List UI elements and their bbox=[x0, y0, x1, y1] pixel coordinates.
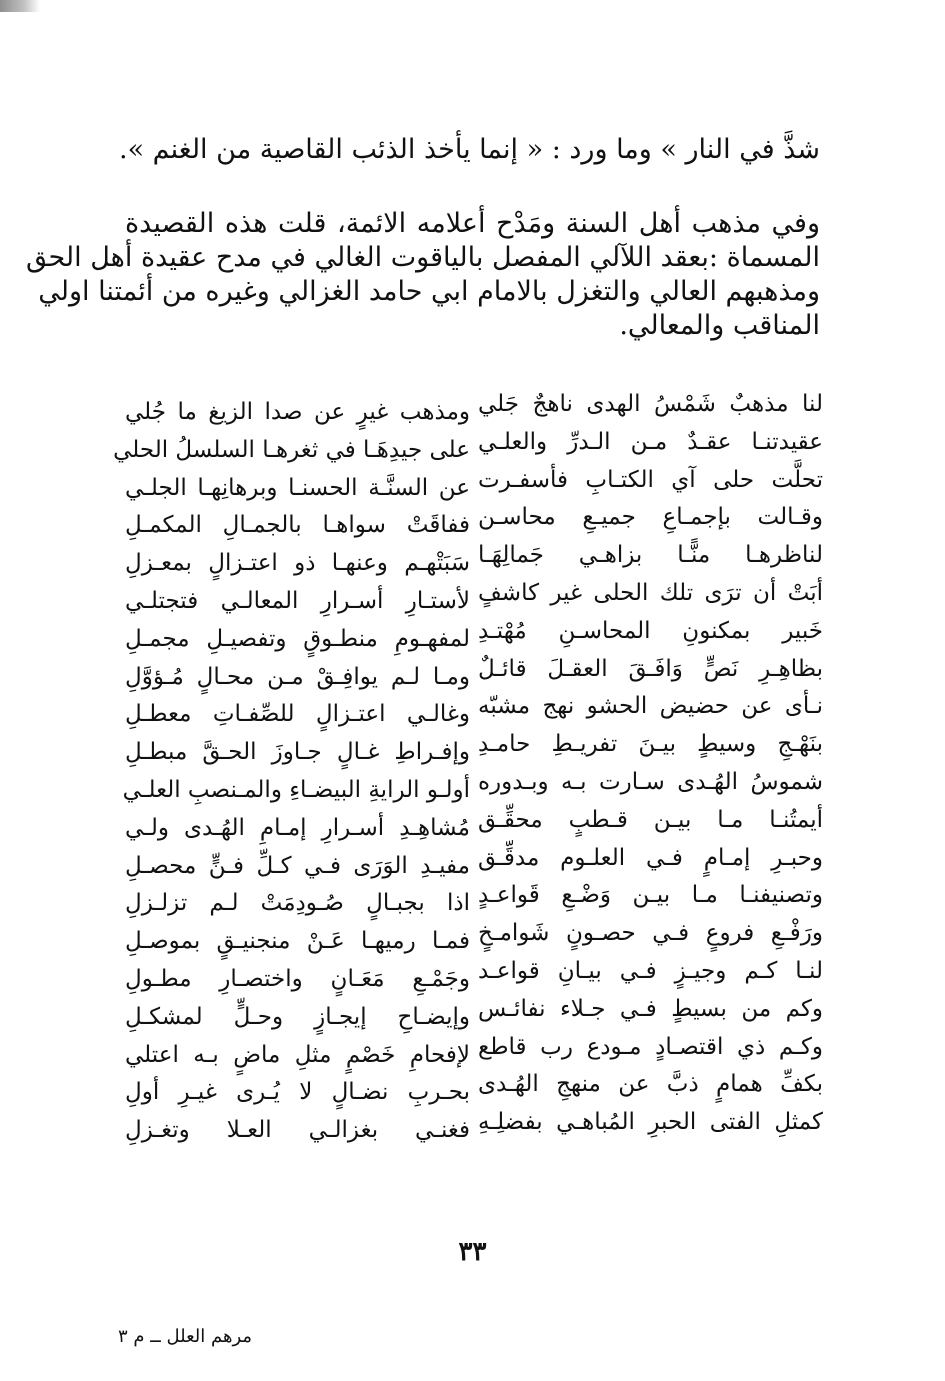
verse-second-half: ففاقَتْ سواهـا بالجمـالِ المكمـلِ bbox=[125, 512, 470, 539]
verse-second-half: بحـربِ نضـالٍ لا يُـرى غيـرِ أولِ bbox=[125, 1079, 470, 1106]
poem-left-column bbox=[113, 394, 470, 1150]
verse-second-half: ومـا لـم يوافِـقْ مـن محـالٍ مُـؤوَّلِ bbox=[125, 663, 470, 690]
verse-first-half: بنَهْـجِ وسيطٍ بيـنَ تفريـطِ حامـدِ bbox=[478, 731, 823, 758]
verse-second-half: فمـا رميهـا عَـنْ منجنيـقٍ بموصـلِ bbox=[125, 928, 470, 955]
verse-second-half: سَبَتْهـم وعنهـا ذو اعتـزالٍ بمعـزلِ bbox=[125, 550, 470, 577]
verse-first-half: أبَتْ أن ترَى تلك الحلى غير كاشفٍ bbox=[478, 579, 823, 606]
verse-second-half: وإفـراطِ غـالٍ جـاوزَ الحـقَّ مبطـلِ bbox=[125, 739, 470, 766]
verse-first-half: لنـا كـم وجيـزٍ فـي بيـانِ قواعـد bbox=[478, 957, 823, 984]
verse-first-half: بكفِّ همامٍ ذبَّ عن منهجِ الهُـدى bbox=[478, 1071, 823, 1098]
verse-first-half: خَبير بمكنونِ المحاسـنِ مُهْتـدِ bbox=[478, 617, 823, 644]
verse-first-half: عقيدتنـا عقـدٌ مـن الـدرِّ والعلـي bbox=[478, 428, 823, 455]
verse-first-half: وكـم ذي اقتصـادٍ مـودع رب قاطع bbox=[478, 1033, 823, 1060]
footer-signature: مرهم العلل ــ م ٣ bbox=[118, 1326, 253, 1347]
verse-second-half: ومذهب غيرٍ عن صدا الزيغ ما جُلي bbox=[125, 399, 470, 425]
verse-second-half: عن السنَّـة الحسنـا وبرهانِهـا الجلـي bbox=[125, 474, 470, 501]
intro-paragraph bbox=[25, 207, 820, 343]
verse-second-half: فغنـي بغزالـي العـلا وتغـزلِ bbox=[125, 1117, 470, 1144]
verse-first-half: وكم من بسيطٍ فـي جـلاء نفائـس bbox=[478, 995, 823, 1022]
paragraph-line: المناقب والمعالي. bbox=[619, 310, 820, 341]
verse-second-half: مفيـدِ الوَرَى فـي كـلِّ فـنٍّ محصـلِ bbox=[125, 852, 470, 879]
verse-first-half: أيمتُنـا مـا بيـن قـطبٍ محقِّـق bbox=[478, 806, 823, 833]
verse-second-half: وإيضـاحِ إيجـازٍ وحـلٍّ لمشكـلِ bbox=[125, 1003, 470, 1030]
verse-first-half: ورَفْـعِ فروعٍ فـي حصـونٍ شَوامـخٍ bbox=[478, 920, 823, 947]
verse-second-half: اذا بجبـالٍ صُـودِمَتْ لـم تزلـزلِ bbox=[125, 890, 470, 917]
verse-second-half: وغالـي اعتـزالٍ للصِّفـاتِ معطـلِ bbox=[125, 701, 470, 728]
verse-first-half: لنا مذهبٌ شَمْسُ الهدى ناهجٌ جَلي bbox=[478, 391, 823, 417]
verse-first-half: بظاهِـرِ نَصٍّ وَافَـقَ العقـلَ قائـلٌ bbox=[478, 655, 823, 682]
verse-second-half: لمفهـومِ منطـوقٍ وتفصيـلِ مجمـلِ bbox=[125, 625, 470, 652]
verse-first-half: تحلَّت حلى آي الكتـابِ فأسفـرت bbox=[478, 466, 823, 493]
verse-second-half: وجَمْـعِ مَعَـانٍ واختصـارِ مطـولِ bbox=[125, 965, 470, 992]
verse-first-half: لناظرهـا منًّـا بزاهـي جَمالِهَـا bbox=[478, 542, 823, 569]
scan-corner-mark bbox=[0, 0, 40, 12]
poem-right-column bbox=[478, 386, 823, 1142]
paragraph-line: المسماة :بعقد اللآلي المفصل بالياقوت الغالي في مدح عقيدة أهل الحق bbox=[25, 242, 820, 273]
verse-first-half: وتصنيفنـا مـا بيـن وَضْـعِ قَواعـدٍ bbox=[478, 882, 823, 909]
page-number: ٣٣ bbox=[458, 1237, 487, 1267]
verse-second-half: لإفحامِ خَصْمٍ مثلِ ماضٍ بـه اعتلي bbox=[125, 1041, 470, 1068]
verse-second-half: لأستـارِ أسـرارِ المعالـي فتجتلـي bbox=[125, 587, 470, 614]
verse-second-half: مُشاهِـدِ أسـرارِ إمـامِ الهُـدى ولـي bbox=[125, 814, 470, 841]
verse-second-half: أولـو الرايةِ البيضـاءِ والمـنصبِ العلـي bbox=[122, 776, 470, 803]
intro-text bbox=[119, 133, 820, 167]
verse-first-half: وحبـرِ إمـامٍ فـي العلـوم مدقِّـق bbox=[478, 844, 823, 871]
verse-first-half: شموسُ الهُـدى سـارت بـه وبـدوره bbox=[478, 768, 823, 795]
verse-second-half: على جيدِهَـا في ثغرهـا السلسلُ الحلي bbox=[113, 436, 470, 463]
verse-first-half: وقـالت بإجمـاعِ جميـعِ محاسـن bbox=[478, 504, 823, 531]
paragraph-line: ومذهبهم العالي والتغزل بالامام ابي حامد الغزالي وغيره من أئمتنا اولي bbox=[38, 276, 820, 307]
paragraph-line: وفي مذهب أهل السنة ومَدْح أعلامه الائمة، قلت هذه القصيدة bbox=[125, 208, 820, 239]
verse-first-half: كمثلِ الفتى الحبرِ المُباهـي بفضلِـهِ bbox=[478, 1109, 823, 1136]
intro-line: شذَّ في النار » وما ورد : « إنما يأخذ الذئب القاصية من الغنم ». bbox=[119, 134, 820, 165]
verse-first-half: نـأى عن حضيض الحشو نهج مشبّه bbox=[478, 693, 823, 720]
